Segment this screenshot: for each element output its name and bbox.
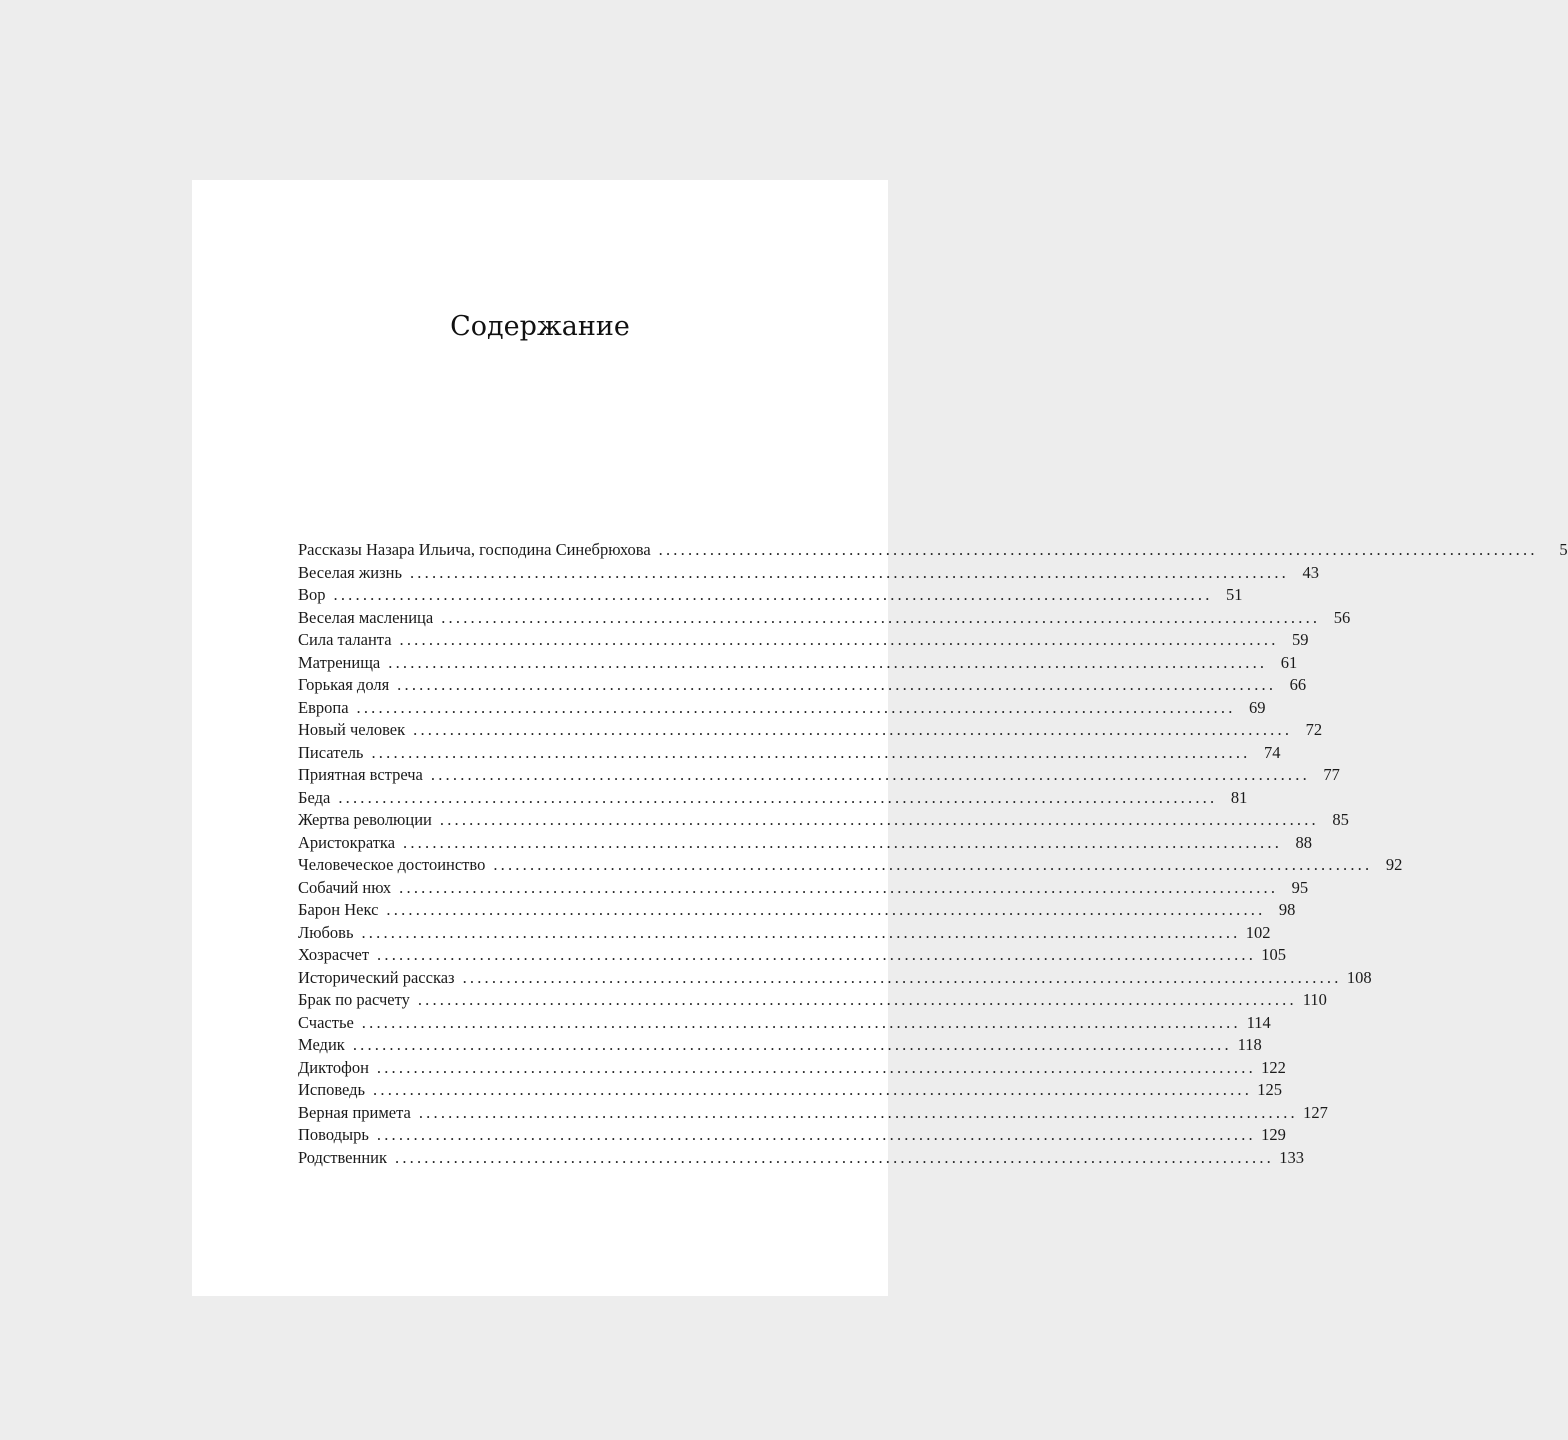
toc-leader-dots: ........................................................................................................................	[399, 877, 1279, 897]
toc-entry-page: 102	[1245, 922, 1271, 942]
toc-entry-title: Любовь	[298, 922, 354, 942]
toc-leader-dots: ........................................................................................................................	[493, 855, 1373, 874]
toc-entry-page: 114	[1246, 1012, 1271, 1032]
toc-entry-title: Приятная встреча	[298, 765, 423, 784]
toc-entry-title: Вор	[298, 585, 326, 604]
toc-entry-title: Человеческое достоинство	[298, 855, 486, 874]
page-title: Содержание	[450, 311, 630, 342]
toc-entry-page: 108	[1346, 967, 1372, 987]
toc-entry-title: Исторический рассказ	[298, 967, 455, 987]
toc-leader-dots: ........................................................................................................................	[333, 585, 1213, 604]
toc-leader-dots: ........................................................................................................................	[373, 1080, 1253, 1099]
toc-entry	[298, 832, 1313, 855]
toc-leader-dots: ........................................................................................................................	[388, 652, 1268, 672]
toc-entry-page: 88	[1295, 832, 1313, 852]
toc-entry	[298, 809, 1349, 832]
toc-leader-dots: ........................................................................................................................	[376, 1057, 1256, 1077]
toc-entry-page: 61	[1280, 652, 1298, 672]
toc-entry-title: Беда	[298, 787, 331, 807]
toc-entry	[298, 989, 1327, 1012]
toc-leader-dots: ........................................................................................................................	[441, 607, 1321, 627]
toc-entry	[298, 1012, 1271, 1035]
toc-entry-page: 125	[1257, 1080, 1283, 1099]
toc-leader-dots: ........................................................................................................................	[399, 630, 1279, 649]
toc-entry	[298, 967, 1372, 990]
toc-entry-title: Европа	[298, 697, 349, 717]
toc-entry-page: 118	[1237, 1035, 1262, 1054]
toc-entry	[298, 584, 1243, 607]
toc-entry-page: 122	[1261, 1057, 1286, 1077]
toc-entry-page: 92	[1385, 855, 1403, 874]
toc-leader-dots: ........................................................................................................................	[377, 945, 1257, 964]
toc-entry	[298, 854, 1403, 877]
toc-entry-title: Барон Некс	[298, 900, 379, 919]
toc-entry-title: Родственник	[298, 1147, 387, 1167]
toc-leader-dots: ........................................................................................................................	[371, 742, 1251, 762]
toc-entry-title: Хозрасчет	[298, 945, 370, 964]
toc-entry	[298, 697, 1266, 720]
toc-entry-title: Верная примета	[298, 1102, 411, 1122]
toc-leader-dots: ........................................................................................................................	[361, 1012, 1241, 1032]
toc-entry-page: 127	[1303, 1102, 1328, 1122]
toc-leader-dots: ........................................................................................................................	[430, 765, 1310, 784]
toc-entry	[298, 719, 1323, 742]
toc-leader-dots: ........................................................................................................................	[352, 1035, 1232, 1054]
toc-entry	[298, 922, 1271, 945]
toc-entry	[298, 944, 1287, 967]
toc-entry	[298, 607, 1351, 630]
toc-leader-dots: ........................................................................................................................	[397, 675, 1277, 694]
toc-entry-title: Собачий нюх	[298, 877, 392, 897]
toc-leader-dots: ........................................................................................................................	[338, 787, 1218, 807]
toc-entry-title: Горькая доля	[298, 675, 390, 694]
toc-leader-dots: ........................................................................................................................	[376, 1125, 1256, 1144]
toc-leader-dots: ........................................................................................................................	[386, 900, 1266, 919]
toc-entry	[298, 1102, 1328, 1125]
toc-entry-page: 72	[1305, 720, 1323, 739]
toc-entry-title: Матренища	[298, 652, 381, 672]
toc-leader-dots: ........................................................................................................................	[413, 720, 1293, 739]
toc-entry-title: Писатель	[298, 742, 364, 762]
book-page	[192, 180, 1568, 1296]
toc-entry	[298, 899, 1296, 922]
toc-leader-dots: ........................................................................................................................	[462, 967, 1342, 987]
toc-leader-dots: ........................................................................................................................	[361, 922, 1241, 942]
toc-entry	[298, 742, 1281, 765]
table-of-contents	[298, 539, 1568, 1169]
toc-entry	[298, 1124, 1286, 1147]
toc-entry-title: Новый человек	[298, 720, 406, 739]
toc-entry	[298, 539, 1568, 562]
toc-entry-title: Жертва революции	[298, 810, 432, 829]
toc-entry-page: 43	[1302, 562, 1319, 582]
toc-entry-page: 74	[1263, 742, 1281, 762]
toc-entry	[298, 629, 1309, 652]
toc-entry-title: Брак по расчету	[298, 990, 410, 1009]
toc-entry	[298, 562, 1319, 585]
toc-leader-dots: ........................................................................................................................	[403, 832, 1283, 852]
toc-entry-title: Аристократка	[298, 832, 396, 852]
toc-entry-page: 51	[1226, 585, 1243, 604]
toc-leader-dots: ........................................................................................................................	[356, 697, 1236, 717]
toc-entry-title: Диктофон	[298, 1057, 369, 1077]
toc-entry-page: 85	[1332, 810, 1349, 829]
toc-entry	[298, 1034, 1262, 1057]
toc-entry-page: 56	[1333, 607, 1351, 627]
toc-entry-page: 105	[1261, 945, 1287, 964]
toc-entry-title: Поводырь	[298, 1125, 369, 1144]
toc-entry-page: 5	[1559, 540, 1568, 559]
toc-entry-page: 59	[1292, 630, 1309, 649]
toc-entry-title: Веселая масленица	[298, 607, 434, 627]
toc-entry	[298, 1147, 1304, 1170]
toc-entry-page: 69	[1249, 697, 1266, 717]
toc-entry	[298, 764, 1340, 787]
toc-leader-dots: ........................................................................................................................	[439, 810, 1319, 829]
toc-entry-page: 110	[1302, 990, 1327, 1009]
toc-leader-dots: ........................................................................................................................	[395, 1147, 1274, 1167]
toc-entry-title: Медик	[298, 1035, 345, 1054]
toc-entry-page: 129	[1261, 1125, 1286, 1144]
toc-leader-dots: ........................................................................................................................	[658, 540, 1538, 559]
toc-entry-page: 77	[1323, 765, 1340, 784]
toc-entry-title: Сила таланта	[298, 630, 392, 649]
toc-leader-dots: ........................................................................................................................	[417, 990, 1297, 1009]
toc-entry-title: Веселая жизнь	[298, 562, 402, 582]
toc-entry	[298, 787, 1248, 810]
toc-entry-page: 95	[1291, 877, 1309, 897]
toc-entry-title: Рассказы Назара Ильича, господина Синебрюхова	[298, 540, 651, 559]
toc-entry	[298, 674, 1307, 697]
toc-entry-title: Счастье	[298, 1012, 354, 1032]
toc-entry-page: 66	[1289, 675, 1307, 694]
toc-entry-page: 133	[1279, 1147, 1304, 1167]
toc-entry	[298, 877, 1309, 900]
toc-leader-dots: ........................................................................................................................	[409, 562, 1289, 582]
toc-entry-title: Исповедь	[298, 1080, 366, 1099]
toc-entry-page: 81	[1230, 787, 1248, 807]
toc-entry	[298, 652, 1298, 675]
toc-leader-dots: ........................................................................................................................	[418, 1102, 1298, 1122]
toc-entry	[298, 1079, 1283, 1102]
toc-entry-page: 98	[1278, 900, 1296, 919]
toc-entry	[298, 1057, 1286, 1080]
